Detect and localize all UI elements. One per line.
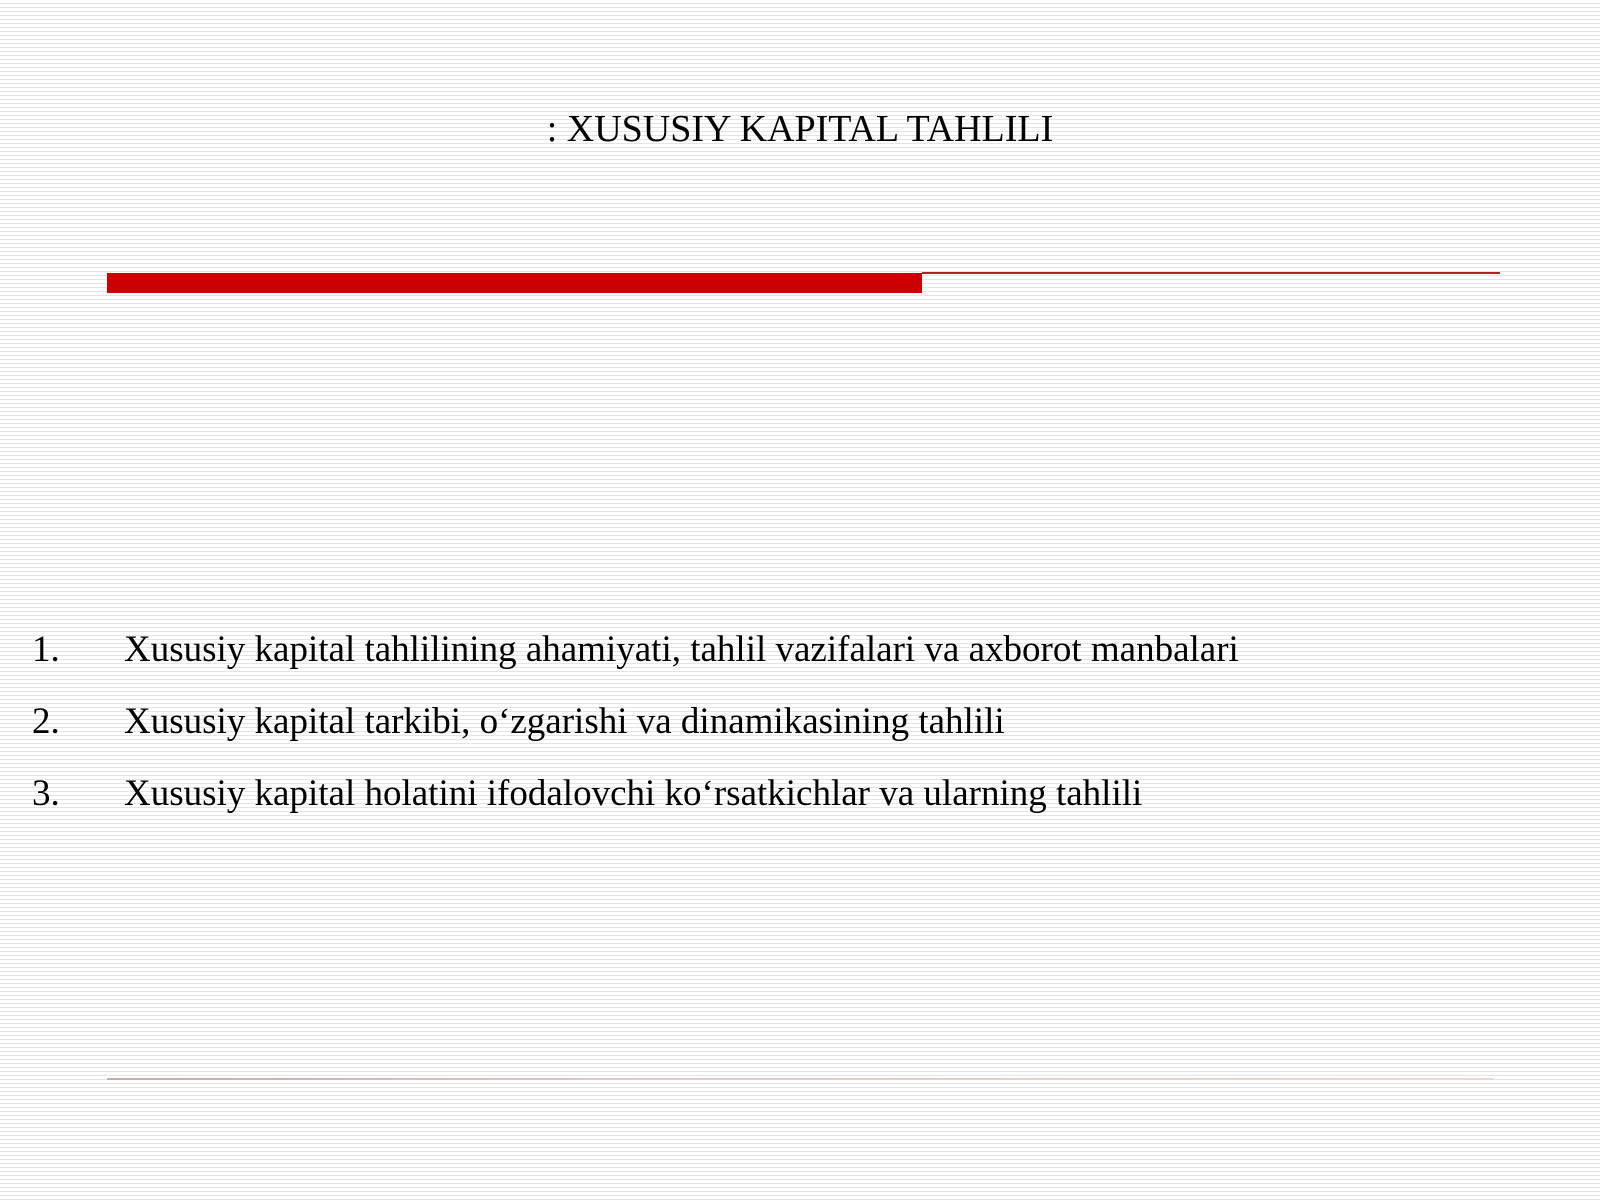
agenda-item-number: 2. <box>32 701 60 742</box>
agenda-list <box>32 624 1572 840</box>
agenda-item-text: Xususiy kapital tarkibi, o‘zgarishi va dinamikasining tahlili <box>124 701 1005 742</box>
footer-divider <box>107 1078 1494 1080</box>
slide-title: : XUSUSIY KAPITAL TAHLILI <box>546 108 1054 150</box>
agenda-item-text: Xususiy kapital tahlilining ahamiyati, tahlil vazifalari va axborot manbalari <box>124 629 1239 670</box>
title-accent-line <box>922 272 1500 274</box>
agenda-item-number: 1. <box>32 629 60 670</box>
agenda-item-text: Xususiy kapital holatini ifodalovchi ko‘rsatkichlar va ularning tahlili <box>124 773 1143 814</box>
agenda-item <box>32 696 1572 768</box>
agenda-item <box>32 624 1572 696</box>
title-accent-bar <box>107 273 922 293</box>
agenda-item-number: 3. <box>32 773 60 814</box>
agenda-item <box>32 768 1572 840</box>
